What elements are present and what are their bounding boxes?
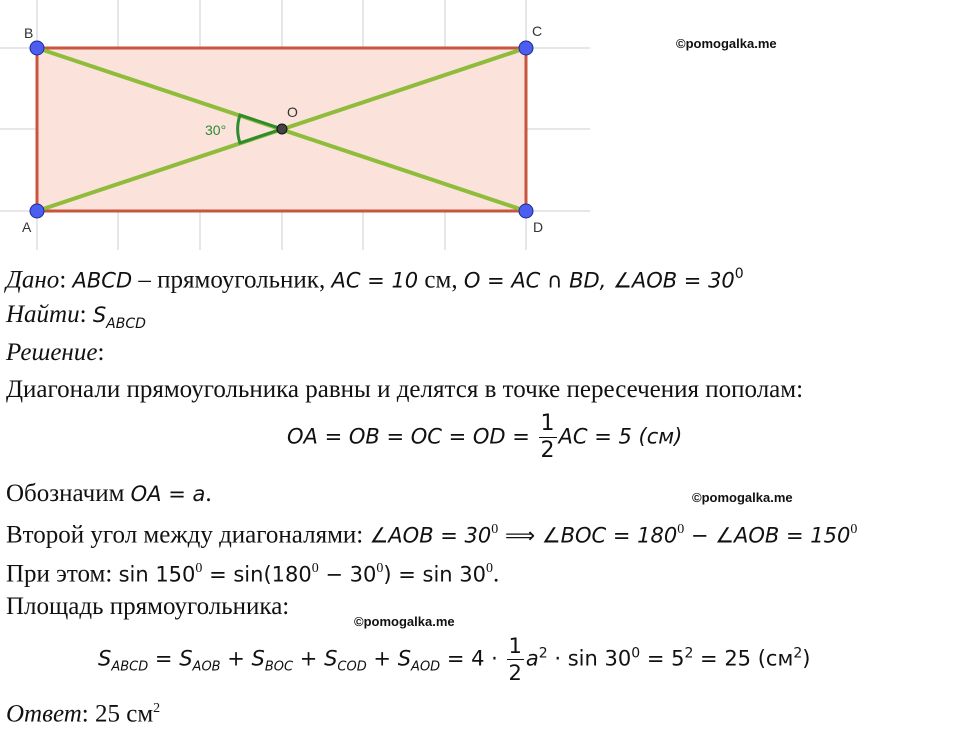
denote-text: Обозначим	[6, 480, 131, 507]
at-this-sup1: 0	[195, 561, 203, 576]
given-sup: 0	[734, 266, 744, 282]
second-angle-line	[6, 515, 857, 550]
equation-halves	[287, 411, 682, 464]
eq2-s4: S	[397, 646, 412, 671]
diagonals-line: Диагонали прямоугольника равны и делятся в точке пересечения пополам:	[6, 376, 804, 403]
eq2-sub2: BOC	[264, 659, 294, 675]
watermark-1: ©pomogalka.me	[676, 36, 777, 51]
eq2-den: 2	[508, 661, 522, 685]
find-s: S	[92, 303, 107, 327]
given-ac: AC = 10	[331, 268, 419, 293]
at-this-m3: − 30	[318, 562, 377, 587]
denote-math: OA = a	[130, 482, 206, 506]
given-text: – прямоугольник,	[132, 266, 332, 294]
answer-sup: 2	[153, 701, 161, 716]
eq2-four: = 4 ·	[440, 646, 505, 671]
eq2-s3: S	[324, 646, 338, 671]
given-unit: см,	[418, 266, 464, 294]
eq2-close: )	[802, 646, 811, 671]
eq2-five-sup: 2	[684, 645, 694, 662]
answer-line	[6, 694, 160, 729]
eq2-sin: · sin 30	[547, 646, 632, 671]
vertex-d	[519, 204, 533, 218]
find-label: Найти	[6, 301, 80, 328]
label-d: D	[533, 219, 544, 235]
eq2-s1: S	[179, 646, 193, 671]
second-angle-m2: ⟹ ∠BOC = 180	[498, 523, 678, 548]
at-this-sup2: 0	[311, 561, 319, 576]
given-line: Дано: ABCD – прямоугольник, AC = 10 см, O = AC ∩ BD, ∠AOB = $30^0$	[6, 266, 744, 294]
watermark-2: ©pomogalka.me	[692, 490, 793, 505]
eq2-sub3: COD	[337, 659, 367, 675]
at-this-m2: = sin(180	[202, 562, 312, 587]
eq1-fraction	[539, 411, 557, 464]
eq2-s0: S	[98, 646, 112, 671]
eq2-plus2: +	[293, 646, 325, 671]
second-angle-m3: − ∠AOB = 150	[684, 523, 851, 548]
eq2-sub4: AOD	[411, 659, 441, 675]
eq2-sub0: ABCD	[111, 659, 149, 675]
solution-line: Решение:	[6, 339, 105, 366]
at-this-m1: sin 150	[118, 562, 196, 587]
area-label-line: Площадь прямоугольника:	[6, 593, 290, 620]
vertex-a	[30, 204, 44, 218]
given-figure: ABCD	[72, 268, 133, 293]
given-label: Дано	[6, 266, 60, 294]
answer-text: : 25 см	[81, 700, 154, 728]
at-this-end: .	[493, 560, 500, 588]
label-o: O	[287, 104, 298, 120]
eq2-result-sup: 2	[793, 645, 803, 662]
find-sub: ABCD	[106, 316, 146, 332]
second-angle-sup1: 0	[491, 522, 499, 537]
eq2-fraction	[507, 633, 524, 686]
second-angle-text: Второй угол между диагоналями:	[6, 521, 370, 549]
watermark-3: ©pomogalka.me	[354, 614, 455, 629]
eq2-five: = 5	[640, 646, 685, 671]
eq2-s2: S	[251, 646, 265, 671]
vertex-b	[30, 41, 44, 55]
denote-end: .	[205, 480, 212, 507]
given-o: O = AC ∩ BD, ∠AOB = 30	[463, 268, 735, 293]
at-this-line	[6, 554, 499, 589]
eq2-eq: =	[148, 646, 180, 671]
label-b: B	[24, 25, 34, 41]
eq1-den: 2	[540, 438, 555, 463]
solution-label: Решение	[6, 339, 98, 366]
second-angle-sup3: 0	[850, 522, 858, 537]
eq1-left: OA = OB = OC = OD =	[287, 424, 537, 449]
eq2-sub1: AOB	[192, 659, 221, 675]
eq2-a-sup: 2	[538, 645, 548, 662]
denote-line	[6, 479, 212, 509]
eq2-a: a	[525, 646, 539, 671]
at-this-sup4: 0	[486, 561, 494, 576]
at-this-m4: ) = sin 30	[383, 562, 487, 587]
at-this-text: При этом:	[6, 560, 119, 588]
label-a: A	[22, 219, 32, 235]
eq2-result: = 25 (см	[693, 646, 794, 671]
eq2-num: 1	[508, 634, 522, 658]
eq2-plus3: +	[366, 646, 398, 671]
eq2-plus1: +	[220, 646, 252, 671]
at-this-sup3: 0	[376, 561, 384, 576]
angle-label: 30°	[205, 122, 227, 138]
point-o	[277, 124, 287, 134]
eq2-sup0: 0	[631, 645, 641, 662]
answer-label: Ответ	[6, 700, 82, 728]
eq1-right: AC = 5 (см)	[558, 424, 683, 449]
second-angle-sup2: 0	[677, 522, 685, 537]
equation-area	[98, 633, 810, 686]
find-line: Найти: $S_{ABCD}$	[6, 301, 146, 332]
eq1-num: 1	[540, 411, 555, 436]
rectangle-figure	[0, 0, 590, 250]
label-c: C	[532, 23, 543, 39]
second-angle-m1: ∠AOB = 30	[369, 523, 492, 548]
vertex-c	[519, 41, 533, 55]
